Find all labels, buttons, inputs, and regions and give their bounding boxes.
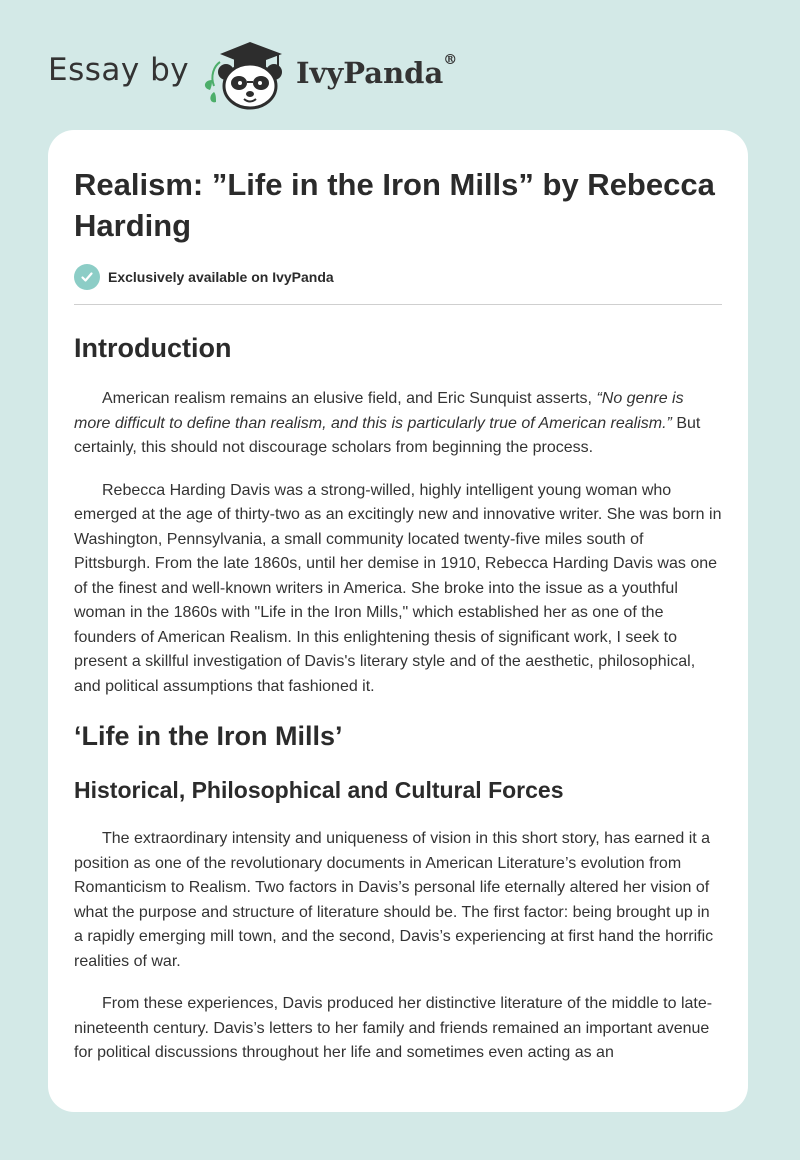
paragraph-forces-1: The extraordinary intensity and uniqueness of vision in this short story, has earned it a position as one of the revolutionary documents in American Literature’s evolution from Romanticism to Realism. Two factors in Davis’s personal life eternally altered her vision of what the purpose and structure of literature should be. The first factor: being brought up in a rapidly emerging mill town, and the second, Davis’s experiencing at first hand the horrific realities of war. bbox=[74, 830, 714, 970]
brand-name[interactable] bbox=[296, 52, 458, 90]
article-title: Realism: ”Life in the Iron Mills” by Rebecca Harding bbox=[74, 167, 715, 243]
heading-life-in-iron-mills: ‘Life in the Iron Mills’ bbox=[74, 721, 343, 751]
article-card bbox=[48, 130, 748, 1112]
check-circle-icon bbox=[74, 264, 100, 290]
intro-1-tail: But certainly, this should not discourage scholars from beginning the process. bbox=[74, 414, 701, 456]
site-header bbox=[48, 30, 508, 110]
paragraph-intro-2: Rebecca Harding Davis was a strong-willed, highly intelligent young woman who emerged at the age of thirty-two as an excitingly new and innovative writer. She was born in Washington, Pennsylvania, a small community located twenty-five miles south of Pittsburgh. From the late 1860s, until her demise in 1910, Rebecca Harding Davis was one of the finest and well-known writers in America. She broke into the issue as a youthful woman in the 1860s with "Life in the Iron Mills," which established her as one of the founders of American Realism. In this enlightening thesis of significant work, I seek to present a skillful investigation of Davis's literary style and of the aesthetic, philosophical, and political assumptions that fashioned it. bbox=[74, 481, 722, 695]
paragraph-forces-2: From these experiences, Davis produced her distinctive literature of the middle to late-nineteenth century. Davis’s letters to her family and friends remained an important avenue for political discussions throughout her life and sometimes even acting as an bbox=[74, 995, 713, 1061]
heading-historical-forces: Historical, Philosophical and Cultural Forces bbox=[74, 777, 564, 803]
paragraph-intro-1 bbox=[74, 387, 722, 461]
intro-1-quote: “No genre is more difficult to define than realism, and this is particularly true of American realism.” bbox=[74, 390, 684, 432]
intro-1-lead: American realism remains an elusive field, and Eric Sunquist asserts, bbox=[102, 390, 597, 407]
registered-mark: ® bbox=[443, 52, 458, 68]
essay-by-label: Essay by bbox=[48, 52, 190, 88]
badge-text: Exclusively available on IvyPanda bbox=[108, 269, 334, 285]
article-content bbox=[74, 164, 722, 1066]
exclusive-badge bbox=[74, 264, 722, 290]
heading-introduction: Introduction bbox=[74, 333, 232, 363]
brand-label[interactable]: IvyPanda bbox=[296, 56, 444, 90]
title-divider bbox=[74, 304, 722, 305]
panda-graduate-icon[interactable] bbox=[200, 36, 288, 112]
